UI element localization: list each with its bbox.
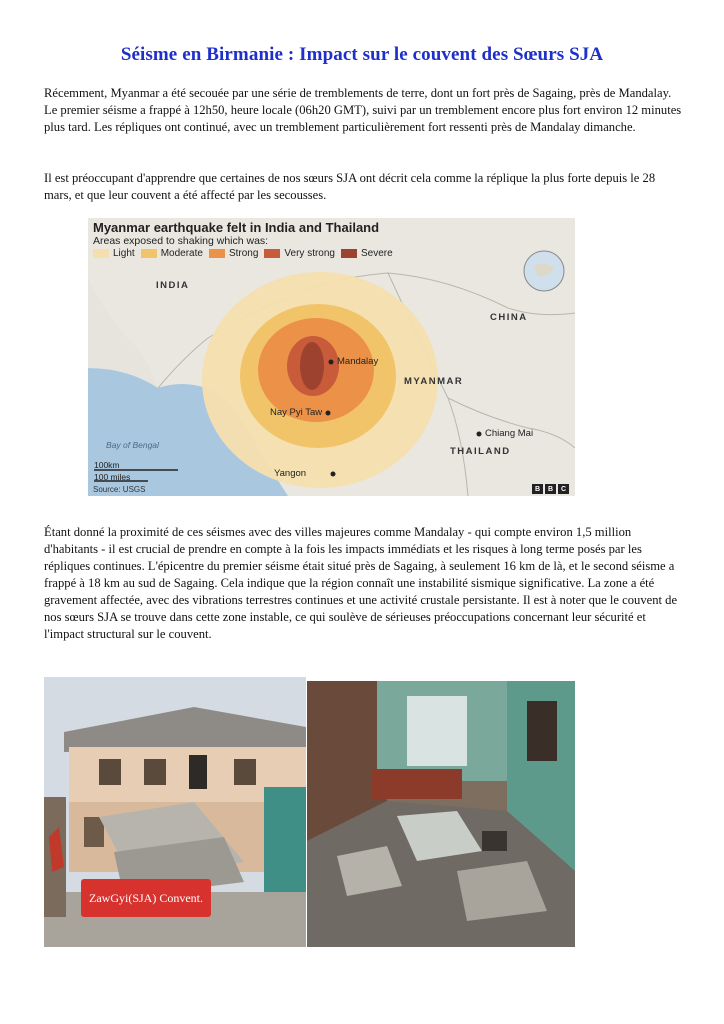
country-label-india: INDIA [156,280,190,291]
map-subtitle: Areas exposed to shaking which was: [93,235,269,247]
scale-miles: 100 miles [94,472,131,482]
damaged-interior-photo [307,681,575,947]
map-source: Source: USGS [93,485,146,494]
concern-paragraph: Il est préoccupant d'apprendre que certaines de nos sœurs SJA ont décrit cela comme la réplique la plus forte depuis le 28 mars, et que leur couvent a été affecté par les secousses. [44,171,656,202]
country-label-china: CHINA [490,312,528,323]
bbc-logo: B B C [532,484,569,494]
city-label-yangon: Yangon [274,468,307,479]
country-label-myanmar: MYANMAR [404,376,464,387]
city-label-mandalay: Mandalay [337,356,379,367]
legend-item-severe: Severe [341,248,393,259]
scale-km: 100km [94,460,120,470]
earthquake-map [88,218,575,496]
interior-illustration [307,681,575,947]
convent-caption: ZawGyi(SJA) Convent. [81,879,211,917]
map-title: Myanmar earthquake felt in India and Thailand [93,220,380,235]
city-label-chiangmai: Chiang Mai [485,428,534,439]
legend-item-very-strong: Very strong [264,248,335,259]
sea-label: Bay of Bengal [106,440,159,450]
legend-item-moderate: Moderate [141,248,203,259]
analysis-paragraph: Étant donné la proximité de ces séismes avec des villes majeures comme Mandalay - qui compte environ 1,5 million d'habitants - il est crucial de prendre en compte à la fois les impacts immédiats et les risques à long terme posés par les répliques continues. L'épicentre du premier séisme était situé près de Sagaing, à seulement 16 km de là, et le second séisme a frappé à 18 km au sud de Sagaing. Cela indique que la région connaît une instabilité sismique significative. La zone a été gravement affectée, avec des vibrations terrestres continues et une activité crustale persistante. Il est à noter que le couvent de nos sœurs SJA se trouve dans cette zone instable, ce qui soulève de sérieuses préoccupations concernant leur sécurité et l'impact structural sur le couvent. [44,525,678,641]
city-label-naypyitaw: Nay Pyi Taw [270,407,323,418]
country-label-thailand: THAILAND [450,446,511,457]
page-title: Séisme en Birmanie : Impact sur le couvent des Sœurs SJA [120,44,604,65]
intro-paragraph: Récemment, Myanmar a été secouée par une série de tremblements de terre, dont un fort près de Sagaing, près de Mandalay. Le premier séisme a frappé à 12h50, heure locale (06h20 GMT), suivi par un tremblement encore plus fort environ 12 minutes plus tard. Les répliques ont continué, avec un tremblement particulièrement fort ressenti près de Mandalay dimanche. [44,86,682,134]
map-legend [93,248,393,259]
collapsed-building-photo [44,677,306,947]
legend-item-strong: Strong [209,248,258,259]
legend-item-light: Light [93,248,135,259]
